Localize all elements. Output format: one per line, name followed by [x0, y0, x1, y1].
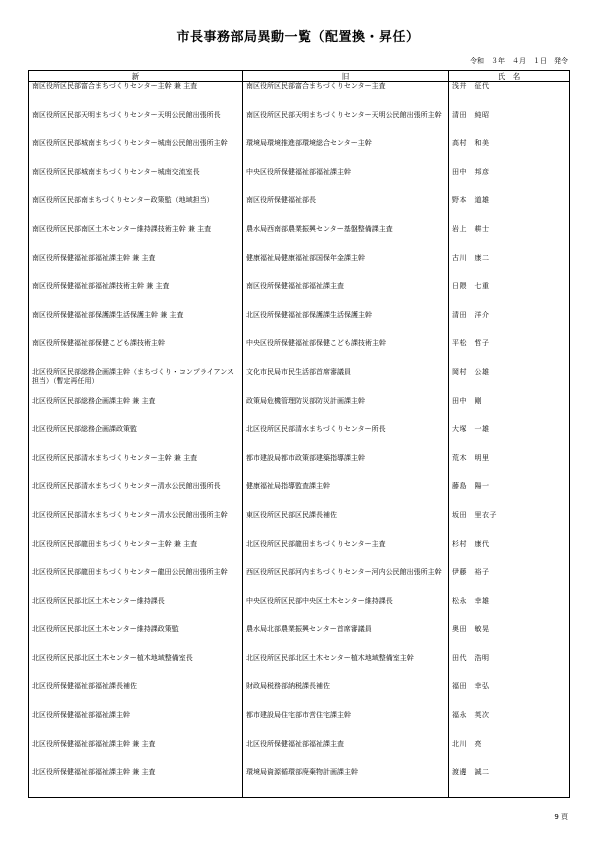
cell-name: 伊藤 裕子	[449, 568, 570, 597]
cell-new-position: 北区役所保健福祉部福祉課主幹 兼 主査	[29, 768, 243, 797]
cell-name: 北川 亮	[449, 740, 570, 769]
page-title: 市長事務部局異動一覧（配置換・昇任）	[176, 30, 420, 45]
cell-new-position: 南区役所区民部南まちづくりセンター政策監（地域担当）	[29, 196, 243, 225]
cell-new-position: 北区役所区民部北区土木センター維持課長	[29, 597, 243, 626]
table-row	[29, 339, 570, 368]
cell-name: 岩上 耕士	[449, 225, 570, 254]
issue-date: 令和 ３年 ４月 １日 発令	[470, 57, 568, 65]
table-row	[29, 597, 570, 626]
table-row	[29, 254, 570, 283]
cell-name: 高村 和美	[449, 139, 570, 168]
table-row	[29, 568, 570, 597]
cell-new-position: 南区役所区民部富合まちづくりセンター主幹 兼 主査	[29, 82, 243, 111]
table-row	[29, 740, 570, 769]
table-row	[29, 82, 570, 111]
table-row	[29, 368, 570, 397]
cell-name: 日隈 七重	[449, 282, 570, 311]
cell-old-position: 農水局西南部農業振興センター基盤整備課主査	[243, 225, 449, 254]
cell-old-position: 都市建設局住宅部市営住宅課主幹	[243, 711, 449, 740]
cell-new-position: 南区役所保健福祉部福祉課主幹 兼 主査	[29, 254, 243, 283]
table-row	[29, 540, 570, 569]
cell-new-position: 北区役所区民部北区土木センター植木地域整備室長	[29, 654, 243, 683]
cell-old-position: 南区役所区民部富合まちづくりセンター主査	[243, 82, 449, 111]
cell-old-position: 財政局税務部納税課長補佐	[243, 682, 449, 711]
table-row	[29, 225, 570, 254]
cell-old-position: 環境局資源循環部廃棄物計画課主幹	[243, 768, 449, 797]
cell-old-position: 南区役所保健福祉部長	[243, 196, 449, 225]
cell-new-position: 北区役所区民部清水まちづくりセンター清水公民館出張所長	[29, 482, 243, 511]
cell-old-position: 北区役所区民部龍田まちづくりセンター主査	[243, 540, 449, 569]
cell-name: 松永 幸雄	[449, 597, 570, 626]
cell-name: 福田 幸弘	[449, 682, 570, 711]
cell-old-position: 北区役所区民部北区土木センター植木地域整備室主幹	[243, 654, 449, 683]
cell-name: 荒木 明里	[449, 454, 570, 483]
cell-old-position: 文化市民局市民生活部首席審議員	[243, 368, 449, 397]
cell-old-position: 西区役所区民部河内まちづくりセンター河内公民館出張所主幹	[243, 568, 449, 597]
cell-old-position: 北区役所保健福祉部福祉課主査	[243, 740, 449, 769]
cell-new-position: 北区役所区民部清水まちづくりセンター清水公民館出張所主幹	[29, 511, 243, 540]
cell-name: 田中 邦彦	[449, 168, 570, 197]
cell-new-position: 北区役所保健福祉部福祉課主幹 兼 主査	[29, 740, 243, 769]
cell-new-position: 北区役所区民部総務企画課主幹（まちづくり・コンプライアンス担当）（暫定再任用）	[29, 368, 243, 397]
cell-new-position: 北区役所保健福祉部福祉課主幹	[29, 711, 243, 740]
cell-new-position: 南区役所区民部天明まちづくりセンター天明公民館出張所長	[29, 111, 243, 140]
cell-new-position: 北区役所保健福祉部福祉課長補佐	[29, 682, 243, 711]
column-header-new: 新	[29, 71, 243, 82]
cell-old-position: 南区役所保健福祉部福祉課主査	[243, 282, 449, 311]
cell-name: 古川 康二	[449, 254, 570, 283]
cell-new-position: 南区役所区民部南区土木センター維持課技術主幹 兼 主査	[29, 225, 243, 254]
table-row	[29, 511, 570, 540]
cell-name: 奥田 敏晃	[449, 625, 570, 654]
table-row	[29, 196, 570, 225]
cell-name: 杉村 康代	[449, 540, 570, 569]
table-row	[29, 397, 570, 426]
personnel-table	[28, 70, 570, 798]
table-row	[29, 711, 570, 740]
cell-new-position: 北区役所区民部北区土木センター維持課政策監	[29, 625, 243, 654]
cell-new-position: 北区役所区民部総務企画課主幹 兼 主査	[29, 397, 243, 426]
cell-old-position: 環境局環境推進部環境総合センター主幹	[243, 139, 449, 168]
cell-new-position: 南区役所区民部城南まちづくりセンター城南公民館出張所主幹	[29, 139, 243, 168]
column-header-name: 氏 名	[449, 71, 570, 82]
table-row	[29, 111, 570, 140]
cell-old-position: 農水局北部農業振興センター首席審議員	[243, 625, 449, 654]
cell-new-position: 北区役所区民部龍田まちづくりセンター主幹 兼 主査	[29, 540, 243, 569]
cell-new-position: 南区役所保健福祉部保健こども課技術主幹	[29, 339, 243, 368]
cell-old-position: 中央区役所区民部中央区土木センター維持課長	[243, 597, 449, 626]
table-row	[29, 311, 570, 340]
cell-new-position: 南区役所保健福祉部福祉課技術主幹 兼 主査	[29, 282, 243, 311]
cell-old-position: 健康福祉局健康福祉部国保年金課主幹	[243, 254, 449, 283]
cell-name: 大塚 一雄	[449, 425, 570, 454]
table-header-row	[29, 71, 570, 82]
cell-old-position: 健康福祉局指導監査課主幹	[243, 482, 449, 511]
table-row	[29, 654, 570, 683]
cell-new-position: 北区役所区民部龍田まちづくりセンター龍田公民館出張所主幹	[29, 568, 243, 597]
cell-old-position: 中央区役所保健福祉部福祉課主幹	[243, 168, 449, 197]
table-row	[29, 682, 570, 711]
cell-name: 坂田 里衣子	[449, 511, 570, 540]
cell-old-position: 都市建設局都市政策部建築指導課主幹	[243, 454, 449, 483]
table-row	[29, 625, 570, 654]
cell-old-position: 北区役所区民部清水まちづくりセンター所長	[243, 425, 449, 454]
table-row	[29, 168, 570, 197]
column-header-old: 旧	[243, 71, 449, 82]
cell-old-position: 北区役所保健福祉部保護課生活保護主幹	[243, 311, 449, 340]
table-row	[29, 768, 570, 797]
table-row	[29, 282, 570, 311]
cell-new-position: 北区役所区民部清水まちづくりセンター主幹 兼 主査	[29, 454, 243, 483]
cell-old-position: 中央区役所保健福祉部保健こども課技術主幹	[243, 339, 449, 368]
cell-old-position: 南区役所区民部天明まちづくりセンター天明公民館出張所主幹	[243, 111, 449, 140]
table-row	[29, 482, 570, 511]
cell-name: 田代 浩明	[449, 654, 570, 683]
cell-name: 福永 英次	[449, 711, 570, 740]
cell-new-position: 南区役所区民部城南まちづくりセンター城南交流室長	[29, 168, 243, 197]
cell-name: 渡邊 誠二	[449, 768, 570, 797]
cell-new-position: 北区役所区民部総務企画課政策監	[29, 425, 243, 454]
cell-name: 野本 道雄	[449, 196, 570, 225]
cell-old-position: 東区役所区民部区民課長補佐	[243, 511, 449, 540]
cell-name: 田中 剛	[449, 397, 570, 426]
cell-name: 岡村 公雄	[449, 368, 570, 397]
cell-new-position: 南区役所保健福祉部保護課生活保護主幹 兼 主査	[29, 311, 243, 340]
cell-name: 藤島 陽一	[449, 482, 570, 511]
cell-name: 清田 純昭	[449, 111, 570, 140]
cell-name: 清田 洋介	[449, 311, 570, 340]
table-row	[29, 454, 570, 483]
table-row	[29, 139, 570, 168]
cell-name: 平松 哲子	[449, 339, 570, 368]
cell-old-position: 政策局危機管理防災部防災計画課主幹	[243, 397, 449, 426]
cell-name: 浅井 征代	[449, 82, 570, 111]
table-row	[29, 425, 570, 454]
page-number: 9 頁	[554, 813, 568, 821]
